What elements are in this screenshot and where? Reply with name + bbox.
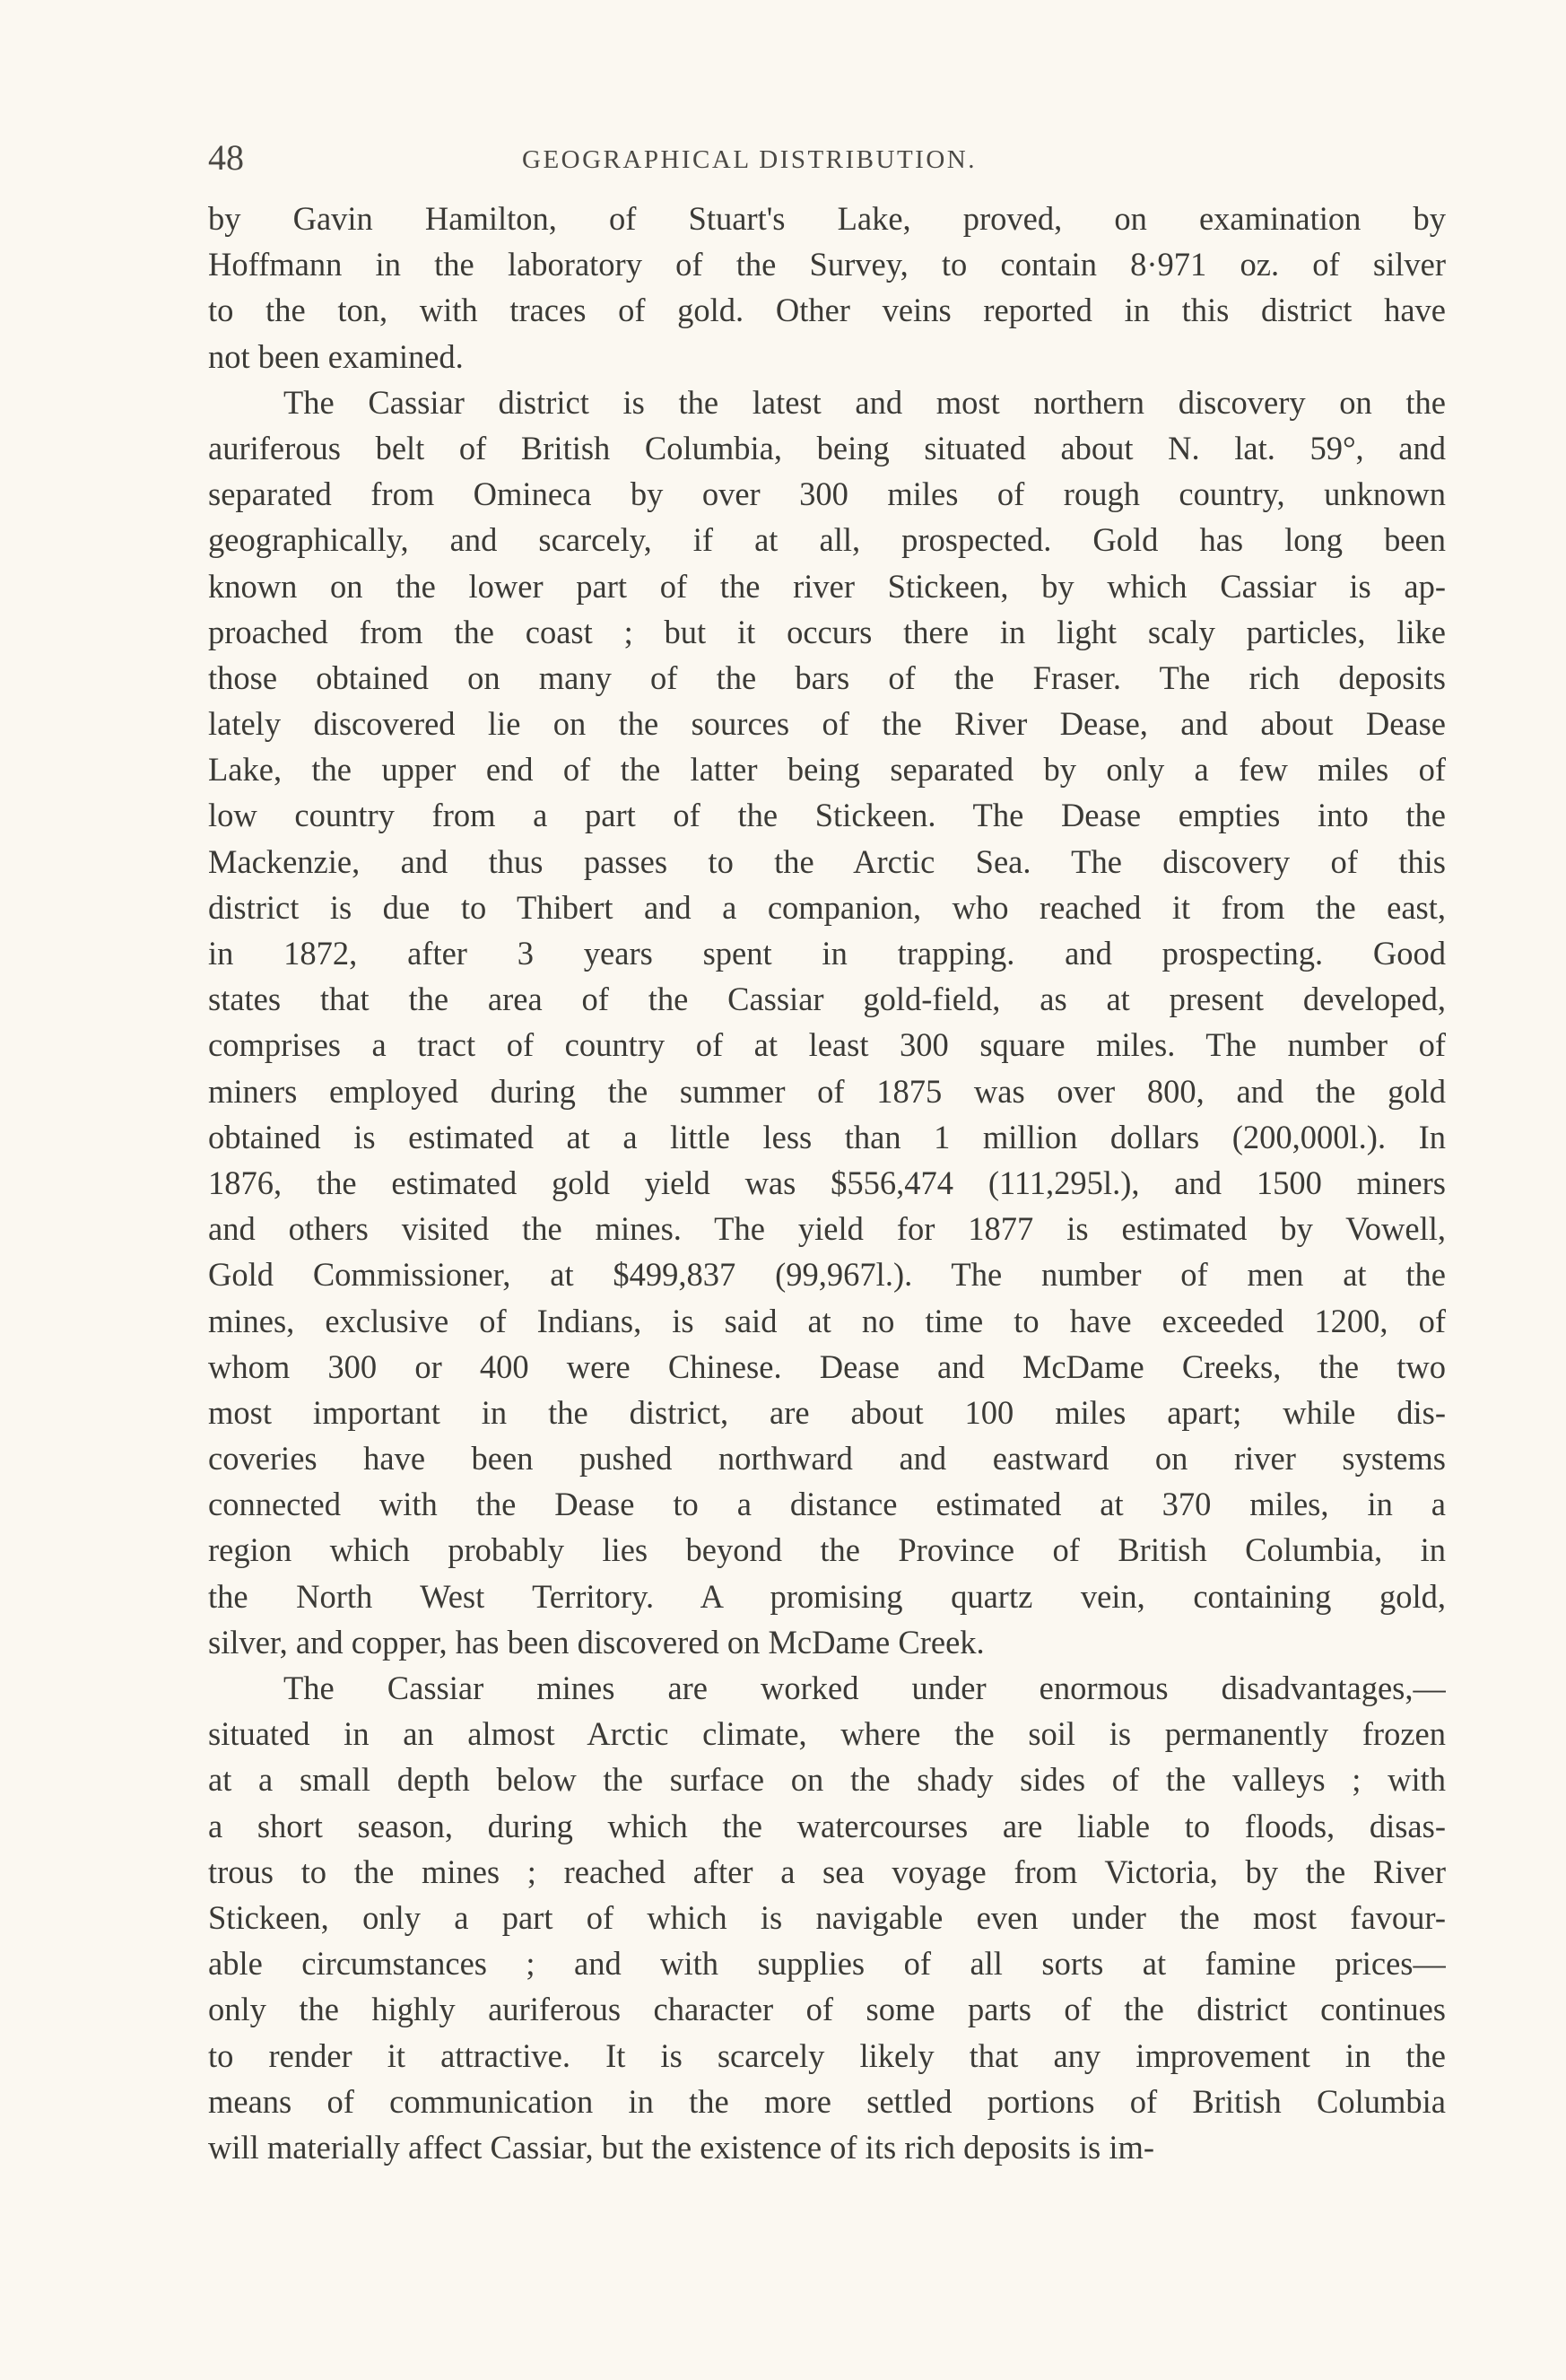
text-line: states that the area of the Cassiar gold-field, as at present developed, xyxy=(208,981,1446,1018)
text-line: Gold Commissioner, at $499,837 (99,967l.). The number of men at the xyxy=(208,1256,1446,1294)
text-line: most important in the district, are about 100 miles apart; while dis- xyxy=(208,1393,1446,1431)
text-line: the North West Territory. A promising quartz vein, containing gold, xyxy=(208,1577,1446,1615)
text-line: geographically, and scarcely, if at all, prospected. Gold has long been xyxy=(208,521,1446,559)
text-line: lately discovered lie on the sources of the River Dease, and about Dease xyxy=(208,705,1446,743)
text-line: The Cassiar mines are worked under enormous disadvantages,— xyxy=(283,1669,1446,1706)
text-line: to the ton, with traces of gold. Other veins reported in this district have xyxy=(208,292,1446,329)
page-header xyxy=(208,133,1446,183)
text-line: those obtained on many of the bars of the Fraser. The rich deposits xyxy=(208,658,1446,696)
text-line: obtained is estimated at a little less than 1 million dollars (200,000l.). In xyxy=(208,1118,1446,1155)
text-line: by Gavin Hamilton, of Stuart's Lake, proved, on examination by xyxy=(208,200,1446,237)
text-line: and others visited the mines. The yield for 1877 is estimated by Vowell, xyxy=(208,1210,1446,1248)
running-head: GEOGRAPHICAL DISTRIBUTION. xyxy=(522,145,977,174)
text-line: Stickeen, only a part of which is navigable even under the most favour- xyxy=(208,1898,1446,1936)
text-line: known on the lower part of the river Stickeen, by which Cassiar is ap- xyxy=(208,567,1446,605)
text-line: connected with the Dease to a distance estimated at 370 miles, in a xyxy=(208,1486,1446,1523)
text-line: comprises a tract of country of at least 300 square miles. The number of xyxy=(208,1026,1446,1064)
text-line: at a small depth below the surface on the shady sides of the valleys ; with xyxy=(208,1761,1446,1799)
text-line: proached from the coast ; but it occurs there in light scaly particles, like xyxy=(208,613,1446,650)
text-line: trous to the mines ; reached after a sea voyage from Victoria, by the River xyxy=(208,1853,1446,1890)
text-line: The Cassiar district is the latest and most northern discovery on the xyxy=(283,383,1446,421)
text-line: miners employed during the summer of 1875 was over 800, and the gold xyxy=(208,1072,1446,1110)
text-line: Lake, the upper end of the latter being separated by only a few miles of xyxy=(208,751,1446,789)
text-line: only the highly auriferous character of some parts of the district continues xyxy=(208,1991,1446,2028)
paragraph xyxy=(208,196,1446,379)
paragraph xyxy=(208,379,1446,1665)
text-line: Mackenzie, and thus passes to the Arctic Sea. The discovery of this xyxy=(208,842,1446,880)
page-number: 48 xyxy=(208,137,244,178)
text-line: situated in an almost Arctic climate, where the soil is permanently frozen xyxy=(208,1715,1446,1753)
text-line: able circumstances ; and with supplies of all sorts at famine prices— xyxy=(208,1945,1446,1983)
text-line: coveries have been pushed northward and eastward on river systems xyxy=(208,1440,1446,1478)
text-line: will materially affect Cassiar, but the existence of its rich deposits is im- xyxy=(208,2128,1155,2166)
text-line: region which probably lies beyond the Province of British Columbia, in xyxy=(208,1531,1446,1569)
text-line: auriferous belt of British Columbia, being situated about N. lat. 59°, and xyxy=(208,429,1446,466)
text-line: 1876, the estimated gold yield was $556,474 (111,295l.), and 1500 miners xyxy=(208,1164,1446,1201)
text-line: low country from a part of the Stickeen. The Dease empties into the xyxy=(208,797,1446,834)
text-line: separated from Omineca by over 300 miles of rough country, unknown xyxy=(208,475,1446,513)
text-line: not been examined. xyxy=(208,337,464,375)
paragraph xyxy=(208,1665,1446,2170)
text-line: district is due to Thibert and a companion, who reached it from the east, xyxy=(208,888,1446,926)
text-line: to render it attractive. It is scarcely likely that any improvement in the xyxy=(208,2036,1446,2074)
text-line: mines, exclusive of Indians, is said at no time to have exceeded 1200, of xyxy=(208,1302,1446,1339)
text-line: means of communication in the more settled portions of British Columbia xyxy=(208,2082,1446,2120)
text-line: Hoffmann in the laboratory of the Survey, to contain 8·971 oz. of silver xyxy=(208,246,1446,283)
text-line: a short season, during which the watercourses are liable to floods, disas- xyxy=(208,1807,1446,1844)
text-line: silver, and copper, has been discovered on McDame Creek. xyxy=(208,1623,985,1661)
body-text xyxy=(208,196,1446,2170)
text-line: whom 300 or 400 were Chinese. Dease and McDame Creeks, the two xyxy=(208,1347,1446,1385)
text-line: in 1872, after 3 years spent in trapping. and prospecting. Good xyxy=(208,935,1446,972)
